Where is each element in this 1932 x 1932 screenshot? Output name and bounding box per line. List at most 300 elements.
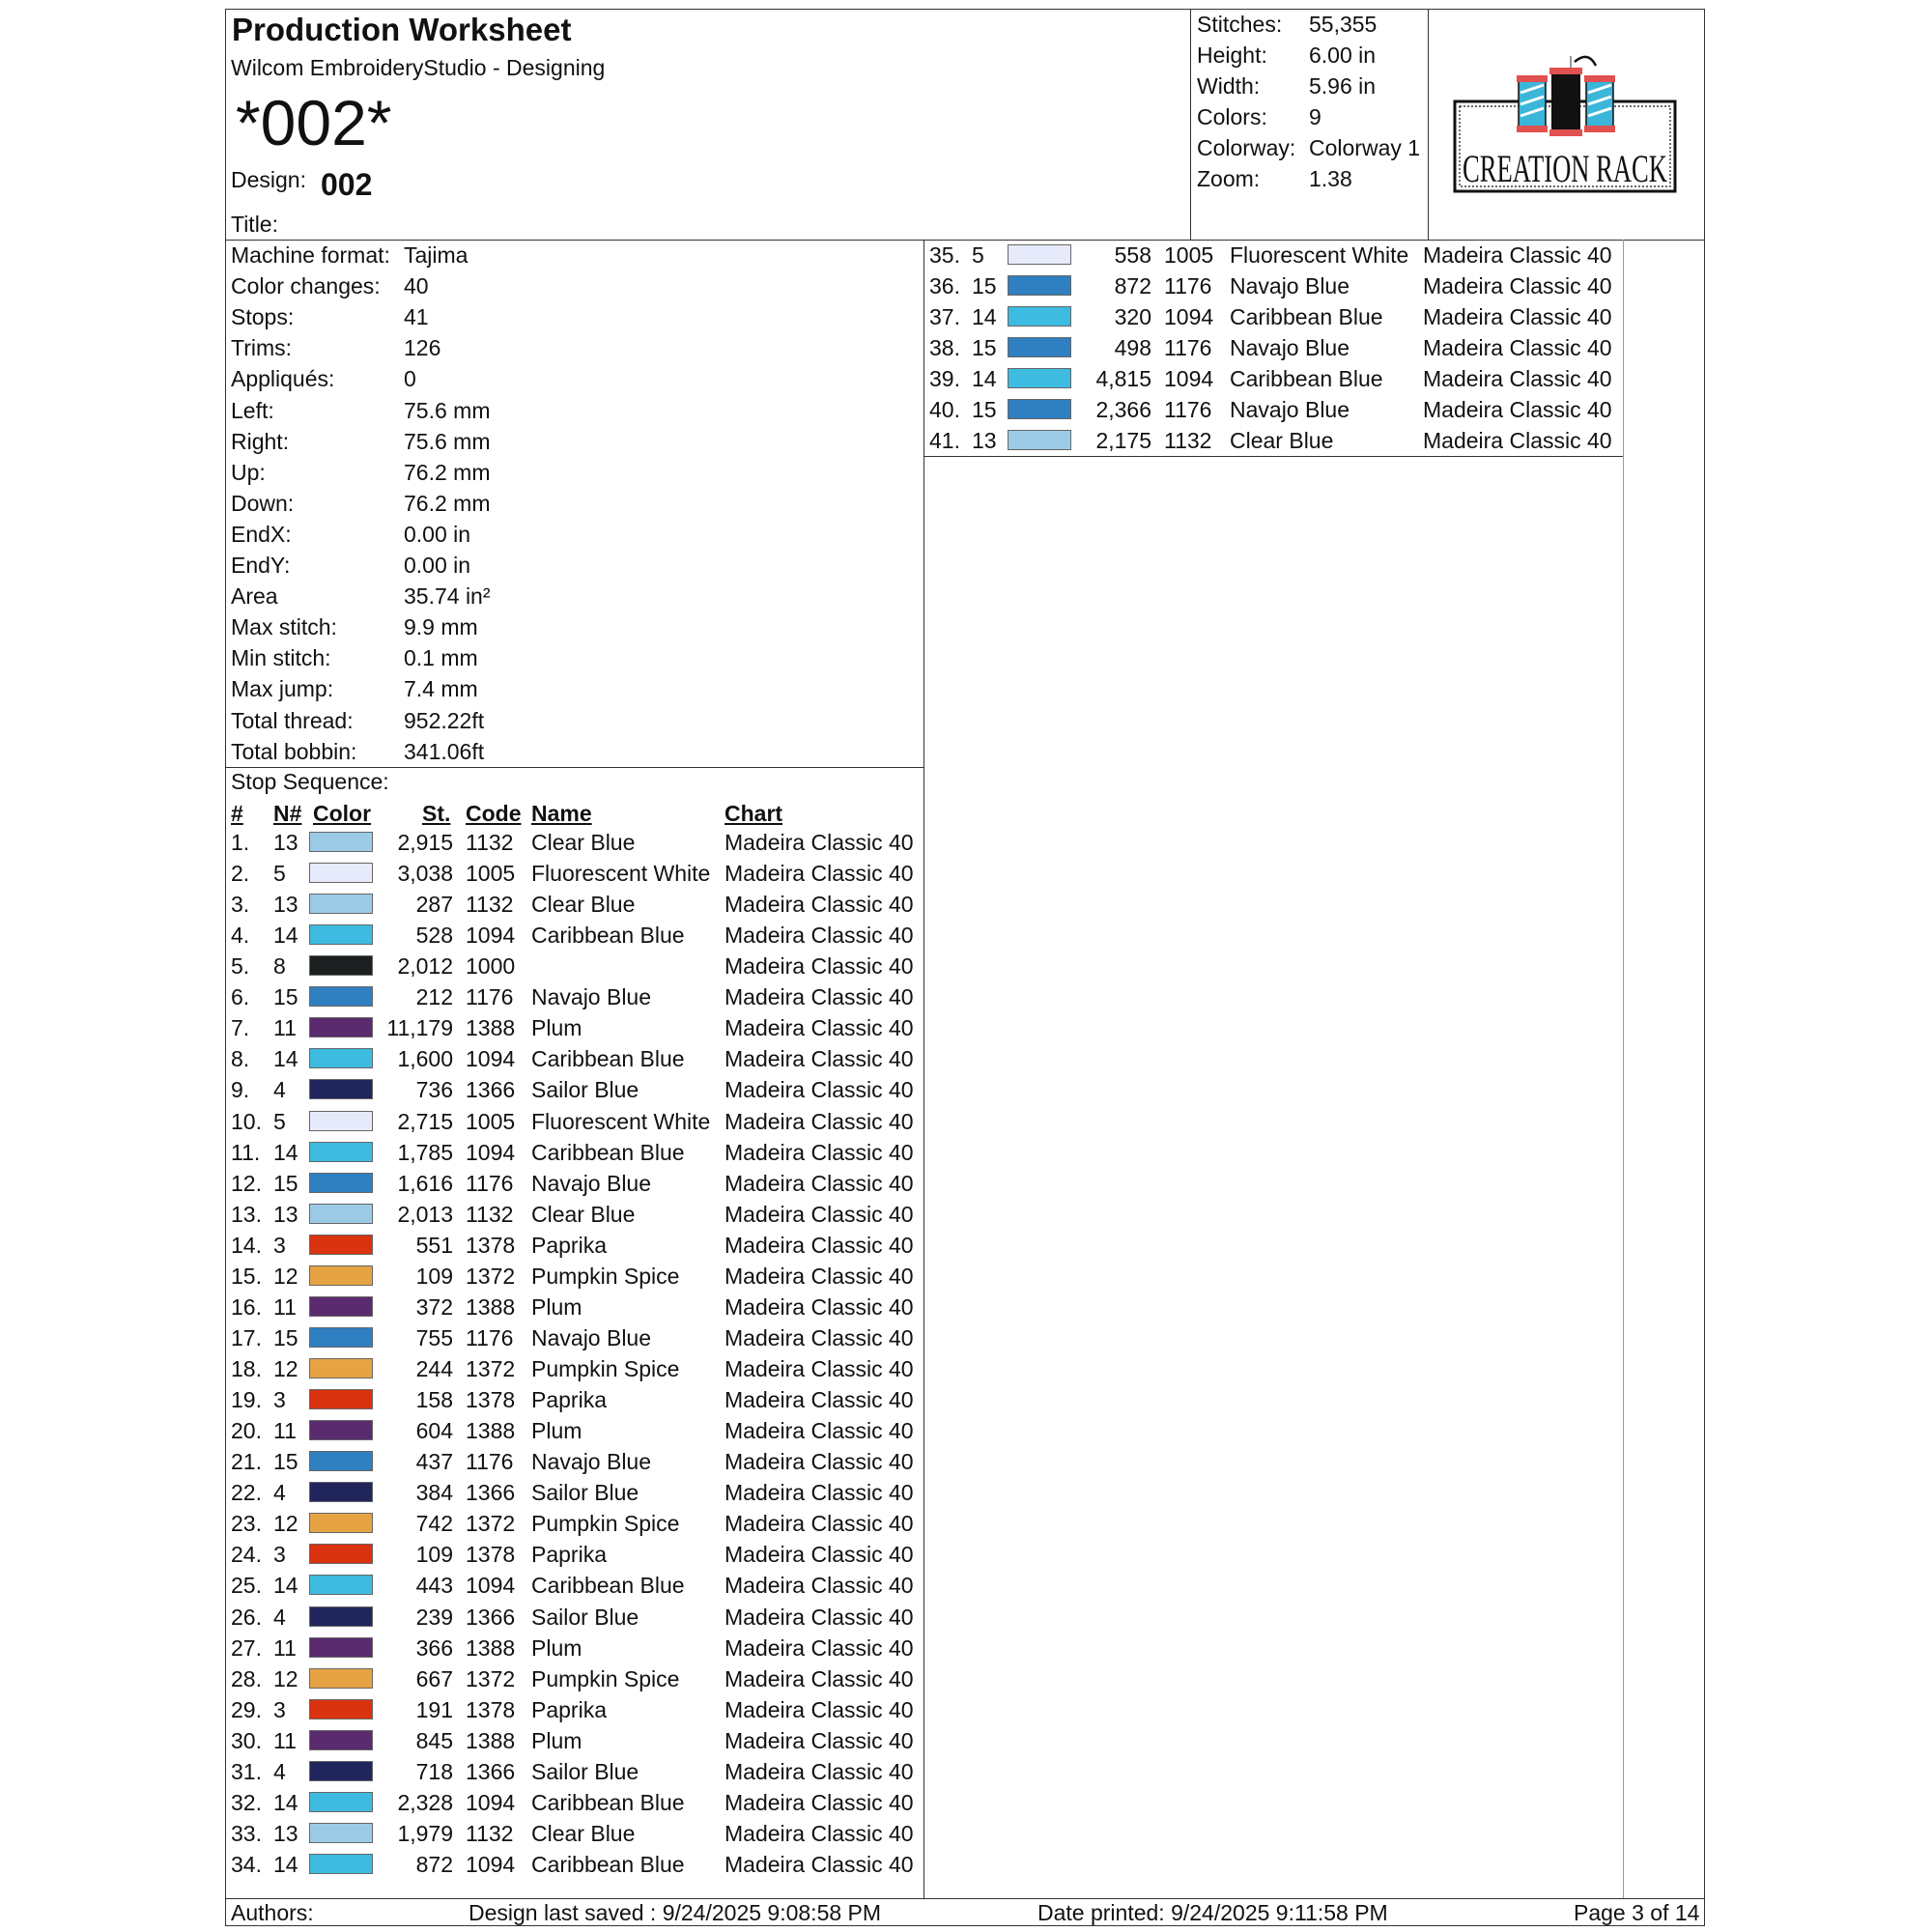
row-stitches: 287 xyxy=(415,892,453,918)
summary-label: Zoom: xyxy=(1197,166,1261,191)
table-row xyxy=(231,1418,926,1447)
machine-value: 952.22ft xyxy=(404,707,485,733)
machine-label: Up: xyxy=(231,459,266,485)
row-stitches: 366 xyxy=(415,1634,453,1661)
row-name: Paprika xyxy=(531,1387,607,1413)
row-chart: Madeira Classic 40 xyxy=(1423,397,1612,423)
row-stitches: 443 xyxy=(415,1573,453,1599)
row-chart: Madeira Classic 40 xyxy=(724,1696,914,1722)
row-name: Sailor Blue xyxy=(531,1077,639,1103)
row-name: Plum xyxy=(531,1015,582,1041)
row-stitches: 158 xyxy=(415,1387,453,1413)
summary-label: Colors: xyxy=(1197,104,1267,129)
row-index: 27. xyxy=(231,1634,262,1661)
row-needle: 4 xyxy=(273,1077,286,1103)
table-row xyxy=(231,1821,926,1850)
row-needle: 3 xyxy=(273,1696,286,1722)
row-needle: 12 xyxy=(273,1263,298,1289)
row-chart: Madeira Classic 40 xyxy=(724,1665,914,1691)
row-index: 2. xyxy=(231,861,250,887)
row-code: 1372 xyxy=(466,1356,516,1382)
row-name: Navajo Blue xyxy=(1230,335,1350,361)
summary-value: 55,355 xyxy=(1309,12,1378,37)
table-row xyxy=(231,1480,926,1509)
row-name: Navajo Blue xyxy=(531,1449,652,1475)
row-code: 1366 xyxy=(466,1604,516,1630)
row-stitches: 736 xyxy=(415,1077,453,1103)
row-needle: 14 xyxy=(273,1139,298,1165)
row-name: Fluorescent White xyxy=(531,1108,711,1134)
row-chart: Madeira Classic 40 xyxy=(724,830,914,855)
row-index: 3. xyxy=(231,892,250,918)
row-stitches: 2,328 xyxy=(397,1789,453,1815)
table-row xyxy=(231,1140,926,1169)
row-stitches: 1,979 xyxy=(397,1820,453,1846)
row-name: Clear Blue xyxy=(531,892,636,918)
table-row xyxy=(929,366,1625,395)
row-needle: 15 xyxy=(972,273,997,299)
table-row xyxy=(929,273,1625,302)
row-chart: Madeira Classic 40 xyxy=(1423,366,1612,392)
machine-label: Appliqués: xyxy=(231,366,335,392)
table-row xyxy=(231,1046,926,1075)
row-code: 1094 xyxy=(1164,304,1214,330)
row-needle: 15 xyxy=(273,1170,298,1196)
row-code: 1176 xyxy=(1164,397,1212,423)
row-code: 1094 xyxy=(1164,366,1214,392)
table-row xyxy=(231,1511,926,1540)
row-code: 1366 xyxy=(466,1480,516,1506)
row-code: 1378 xyxy=(466,1232,516,1258)
table-row xyxy=(929,242,1625,271)
row-code: 1094 xyxy=(466,1851,516,1877)
row-needle: 5 xyxy=(972,242,984,268)
machine-label: Right: xyxy=(231,428,290,454)
header-needle: N# xyxy=(273,801,302,826)
row-index: 22. xyxy=(231,1480,262,1506)
table-row xyxy=(231,1109,926,1138)
machine-value: 341.06ft xyxy=(404,738,485,764)
machine-value: 76.2 mm xyxy=(404,459,491,485)
machine-value: 40 xyxy=(404,273,429,299)
row-needle: 13 xyxy=(273,1201,298,1227)
row-stitches: 2,915 xyxy=(397,830,453,855)
row-chart: Madeira Classic 40 xyxy=(724,1046,914,1072)
logo-divider xyxy=(1428,9,1429,241)
row-chart: Madeira Classic 40 xyxy=(724,1170,914,1196)
creation-rack-logo xyxy=(1449,48,1681,203)
row-index: 24. xyxy=(231,1542,262,1568)
table-row xyxy=(231,830,926,859)
row-chart: Madeira Classic 40 xyxy=(724,1077,914,1103)
row-needle: 14 xyxy=(273,1851,298,1877)
summary-divider xyxy=(1190,9,1191,241)
table-row xyxy=(231,984,926,1013)
row-name: Sailor Blue xyxy=(531,1604,639,1630)
row-chart: Madeira Classic 40 xyxy=(724,1293,914,1320)
row-index: 23. xyxy=(231,1511,262,1537)
design-value: 002 xyxy=(321,167,373,202)
row-chart: Madeira Classic 40 xyxy=(724,1851,914,1877)
header-st: St. xyxy=(422,801,451,826)
row-stitches: 4,815 xyxy=(1095,366,1151,392)
row-needle: 11 xyxy=(273,1634,297,1661)
table-row xyxy=(231,1356,926,1385)
summary-value: 1.38 xyxy=(1309,166,1352,191)
machine-label: EndY: xyxy=(231,553,291,578)
row-stitches: 109 xyxy=(415,1263,453,1289)
table-row xyxy=(231,1605,926,1634)
row-chart: Madeira Classic 40 xyxy=(724,1634,914,1661)
row-index: 29. xyxy=(231,1696,262,1722)
row-chart: Madeira Classic 40 xyxy=(1423,428,1612,454)
row-stitches: 2,366 xyxy=(1095,397,1151,423)
row-chart: Madeira Classic 40 xyxy=(724,1139,914,1165)
row-code: 1176 xyxy=(466,1170,514,1196)
row-index: 9. xyxy=(231,1077,250,1103)
row-index: 41. xyxy=(929,428,960,454)
row-code: 1094 xyxy=(466,1573,516,1599)
header-color: Color xyxy=(313,801,372,826)
row-name: Caribbean Blue xyxy=(531,1851,685,1877)
row-chart: Madeira Classic 40 xyxy=(724,1820,914,1846)
right-margin-line xyxy=(1623,240,1624,1898)
row-chart: Madeira Classic 40 xyxy=(724,1387,914,1413)
row-index: 13. xyxy=(231,1201,262,1227)
row-needle: 15 xyxy=(972,397,997,423)
table-row xyxy=(231,1325,926,1354)
row-code: 1366 xyxy=(466,1077,516,1103)
row-chart: Madeira Classic 40 xyxy=(724,1108,914,1134)
row-stitches: 239 xyxy=(415,1604,453,1630)
row-chart: Madeira Classic 40 xyxy=(724,1789,914,1815)
row-name: Clear Blue xyxy=(531,1820,636,1846)
row-index: 40. xyxy=(929,397,960,423)
row-code: 1378 xyxy=(466,1696,516,1722)
row-index: 6. xyxy=(231,984,250,1010)
row-needle: 11 xyxy=(273,1418,297,1444)
software-name: Wilcom EmbroideryStudio - Designing xyxy=(231,55,606,80)
row-name: Plum xyxy=(531,1293,582,1320)
footer-saved: Design last saved : 9/24/2025 9:08:58 PM xyxy=(469,1900,882,1925)
row-needle: 12 xyxy=(273,1356,298,1382)
row-code: 1005 xyxy=(466,1108,516,1134)
row-index: 38. xyxy=(929,335,960,361)
machine-label: EndX: xyxy=(231,521,292,547)
row-stitches: 1,785 xyxy=(397,1139,453,1165)
table-row xyxy=(929,335,1625,364)
row-needle: 12 xyxy=(273,1665,298,1691)
row-name: Caribbean Blue xyxy=(531,1789,685,1815)
row-chart: Madeira Classic 40 xyxy=(724,1480,914,1506)
row-stitches: 11,179 xyxy=(386,1015,453,1041)
machine-value: 7.4 mm xyxy=(404,676,478,702)
machine-label: Down: xyxy=(231,490,295,516)
row-index: 28. xyxy=(231,1665,262,1691)
row-chart: Madeira Classic 40 xyxy=(724,892,914,918)
row-needle: 14 xyxy=(273,1789,298,1815)
row-index: 33. xyxy=(231,1820,262,1846)
summary-value: 9 xyxy=(1309,104,1321,129)
row-name: Navajo Blue xyxy=(531,1324,652,1350)
row-needle: 11 xyxy=(273,1727,297,1753)
row-chart: Madeira Classic 40 xyxy=(724,1263,914,1289)
summary-label: Width: xyxy=(1197,73,1261,99)
table-row xyxy=(231,1728,926,1757)
table-row xyxy=(231,1790,926,1819)
row-chart: Madeira Classic 40 xyxy=(724,1015,914,1041)
header-name: Name xyxy=(531,801,592,826)
machine-label: Min stitch: xyxy=(231,645,331,671)
row-needle: 8 xyxy=(273,953,286,980)
table-row xyxy=(929,428,1625,457)
row-code: 1094 xyxy=(466,1046,516,1072)
row-needle: 13 xyxy=(273,892,298,918)
row-index: 18. xyxy=(231,1356,262,1382)
machine-label: Total thread: xyxy=(231,707,354,733)
row-needle: 15 xyxy=(273,1449,298,1475)
row-code: 1388 xyxy=(466,1293,516,1320)
row-index: 30. xyxy=(231,1727,262,1753)
title-label: Title: xyxy=(231,212,278,237)
row-stitches: 718 xyxy=(415,1758,453,1784)
row-needle: 14 xyxy=(972,366,997,392)
footer-divider xyxy=(225,1898,1705,1899)
row-index: 21. xyxy=(231,1449,262,1475)
row-name: Sailor Blue xyxy=(531,1480,639,1506)
row-index: 12. xyxy=(231,1170,262,1196)
machine-value: 75.6 mm xyxy=(404,397,491,423)
machine-value: 126 xyxy=(404,335,441,361)
row-code: 1094 xyxy=(466,1139,516,1165)
table-row xyxy=(231,1171,926,1200)
row-index: 39. xyxy=(929,366,960,392)
table-row xyxy=(231,1666,926,1695)
row-code: 1176 xyxy=(466,1449,514,1475)
row-name: Plum xyxy=(531,1418,582,1444)
row-code: 1372 xyxy=(466,1665,516,1691)
row-needle: 15 xyxy=(273,984,298,1010)
row-name: Plum xyxy=(531,1727,582,1753)
table-row xyxy=(231,953,926,982)
table-row xyxy=(231,1449,926,1478)
row-stitches: 437 xyxy=(415,1449,453,1475)
table-row xyxy=(231,1852,926,1881)
row-code: 1388 xyxy=(466,1015,516,1041)
row-name: Paprika xyxy=(531,1696,607,1722)
table-row xyxy=(231,923,926,952)
row-chart: Madeira Classic 40 xyxy=(724,1449,914,1475)
row-needle: 14 xyxy=(972,304,997,330)
table-row xyxy=(231,1542,926,1571)
summary-value: 5.96 in xyxy=(1309,73,1377,99)
row-index: 17. xyxy=(231,1324,262,1350)
row-code: 1094 xyxy=(466,923,516,949)
row-chart: Madeira Classic 40 xyxy=(724,1604,914,1630)
row-chart: Madeira Classic 40 xyxy=(1423,304,1612,330)
table-row xyxy=(231,1233,926,1262)
row-code: 1176 xyxy=(466,984,514,1010)
footer-page: Page 3 of 14 xyxy=(1574,1900,1700,1925)
summary-value: 6.00 in xyxy=(1309,43,1377,68)
machine-label: Total bobbin: xyxy=(231,738,357,764)
machine-value: 76.2 mm xyxy=(404,490,491,516)
row-chart: Madeira Classic 40 xyxy=(724,1232,914,1258)
row-needle: 14 xyxy=(273,1573,298,1599)
row-needle: 12 xyxy=(273,1511,298,1537)
row-name: Pumpkin Spice xyxy=(531,1356,680,1382)
row-chart: Madeira Classic 40 xyxy=(724,1418,914,1444)
row-stitches: 551 xyxy=(415,1232,453,1258)
row-stitches: 872 xyxy=(1114,273,1151,299)
row-stitches: 3,038 xyxy=(397,861,453,887)
row-name: Caribbean Blue xyxy=(531,1046,685,1072)
row-stitches: 2,175 xyxy=(1095,428,1151,454)
row-stitches: 212 xyxy=(415,984,453,1010)
row-needle: 11 xyxy=(273,1293,297,1320)
row-needle: 13 xyxy=(273,1820,298,1846)
row-needle: 4 xyxy=(273,1480,286,1506)
row-stitches: 755 xyxy=(415,1324,453,1350)
table-row xyxy=(929,397,1625,426)
row-needle: 5 xyxy=(273,1108,286,1134)
row-index: 4. xyxy=(231,923,250,949)
row-needle: 14 xyxy=(273,1046,298,1072)
row-stitches: 320 xyxy=(1114,304,1151,330)
machine-label: Max stitch: xyxy=(231,614,337,640)
table-row xyxy=(231,1759,926,1788)
row-index: 16. xyxy=(231,1293,262,1320)
row-name: Caribbean Blue xyxy=(531,923,685,949)
table-row xyxy=(231,1202,926,1231)
machine-value: 0.00 in xyxy=(404,553,471,578)
row-code: 1372 xyxy=(466,1511,516,1537)
row-code: 1388 xyxy=(466,1727,516,1753)
row-index: 11. xyxy=(231,1139,261,1165)
row-chart: Madeira Classic 40 xyxy=(724,861,914,887)
machine-divider xyxy=(225,767,924,768)
row-chart: Madeira Classic 40 xyxy=(724,953,914,980)
row-chart: Madeira Classic 40 xyxy=(724,1542,914,1568)
row-chart: Madeira Classic 40 xyxy=(724,923,914,949)
row-stitches: 667 xyxy=(415,1665,453,1691)
table-row xyxy=(231,1264,926,1293)
row-chart: Madeira Classic 40 xyxy=(1423,242,1612,268)
row-code: 1176 xyxy=(1164,335,1212,361)
row-code: 1176 xyxy=(1164,273,1212,299)
row-chart: Madeira Classic 40 xyxy=(724,1201,914,1227)
row-stitches: 845 xyxy=(415,1727,453,1753)
footer-authors: Authors: xyxy=(231,1900,314,1925)
row-stitches: 558 xyxy=(1114,242,1151,268)
row-stitches: 872 xyxy=(415,1851,453,1877)
row-stitches: 2,715 xyxy=(397,1108,453,1134)
row-code: 1132 xyxy=(466,892,514,918)
row-chart: Madeira Classic 40 xyxy=(1423,335,1612,361)
row-name: Caribbean Blue xyxy=(531,1139,685,1165)
machine-value: 75.6 mm xyxy=(404,428,491,454)
row-index: 32. xyxy=(231,1789,262,1815)
row-needle: 14 xyxy=(273,923,298,949)
row-name: Navajo Blue xyxy=(531,1170,652,1196)
row-stitches: 384 xyxy=(415,1480,453,1506)
row-code: 1366 xyxy=(466,1758,516,1784)
row-chart: Madeira Classic 40 xyxy=(724,984,914,1010)
row-code: 1094 xyxy=(466,1789,516,1815)
row-needle: 15 xyxy=(972,335,997,361)
row-needle: 15 xyxy=(273,1324,298,1350)
row-index: 7. xyxy=(231,1015,250,1041)
row-code: 1388 xyxy=(466,1418,516,1444)
row-chart: Madeira Classic 40 xyxy=(724,1356,914,1382)
row-name: Navajo Blue xyxy=(1230,273,1350,299)
row-index: 1. xyxy=(231,830,250,855)
header-chart: Chart xyxy=(724,801,783,826)
row-index: 31. xyxy=(231,1758,262,1784)
machine-value: 35.74 in² xyxy=(404,583,491,610)
table-row xyxy=(929,304,1625,333)
row-stitches: 1,600 xyxy=(397,1046,453,1072)
design-label: Design: xyxy=(231,167,306,192)
table-row xyxy=(231,1387,926,1416)
header-idx: # xyxy=(231,801,243,826)
row-name: Fluorescent White xyxy=(1230,242,1409,268)
row-name: Clear Blue xyxy=(531,830,636,855)
summary-label: Stitches: xyxy=(1197,12,1283,37)
row-chart: Madeira Classic 40 xyxy=(724,1727,914,1753)
row-name: Pumpkin Spice xyxy=(531,1263,680,1289)
row-chart: Madeira Classic 40 xyxy=(1423,273,1612,299)
row-stitches: 604 xyxy=(415,1418,453,1444)
machine-label: Trims: xyxy=(231,335,293,361)
row-chart: Madeira Classic 40 xyxy=(724,1324,914,1350)
right-table-bottom xyxy=(923,456,1623,457)
table-row xyxy=(231,1635,926,1664)
row-code: 1005 xyxy=(466,861,516,887)
row-code: 1372 xyxy=(466,1263,516,1289)
row-code: 1388 xyxy=(466,1634,516,1661)
row-name: Caribbean Blue xyxy=(531,1573,685,1599)
row-index: 14. xyxy=(231,1232,262,1258)
row-chart: Madeira Classic 40 xyxy=(724,1758,914,1784)
row-code: 1132 xyxy=(466,830,514,855)
row-needle: 3 xyxy=(273,1232,286,1258)
row-stitches: 528 xyxy=(415,923,453,949)
machine-value: 0 xyxy=(404,366,416,392)
row-stitches: 742 xyxy=(415,1511,453,1537)
row-chart: Madeira Classic 40 xyxy=(724,1511,914,1537)
row-name: Pumpkin Spice xyxy=(531,1665,680,1691)
table-row xyxy=(231,1077,926,1106)
row-stitches: 191 xyxy=(415,1696,453,1722)
machine-label: Machine format: xyxy=(231,242,390,268)
row-needle: 13 xyxy=(972,428,997,454)
table-row xyxy=(231,1015,926,1044)
row-chart: Madeira Classic 40 xyxy=(724,1573,914,1599)
row-name: Paprika xyxy=(531,1232,607,1258)
footer-printed: Date printed: 9/24/2025 9:11:58 PM xyxy=(1037,1900,1388,1925)
row-index: 8. xyxy=(231,1046,250,1072)
header-divider xyxy=(225,240,1705,241)
row-name: Paprika xyxy=(531,1542,607,1568)
row-name: Caribbean Blue xyxy=(1230,304,1383,330)
row-name: Sailor Blue xyxy=(531,1758,639,1784)
row-stitches: 498 xyxy=(1114,335,1151,361)
summary-label: Colorway: xyxy=(1197,135,1296,160)
row-code: 1132 xyxy=(1164,428,1212,454)
row-needle: 11 xyxy=(273,1015,297,1041)
row-stitches: 2,012 xyxy=(397,953,453,980)
